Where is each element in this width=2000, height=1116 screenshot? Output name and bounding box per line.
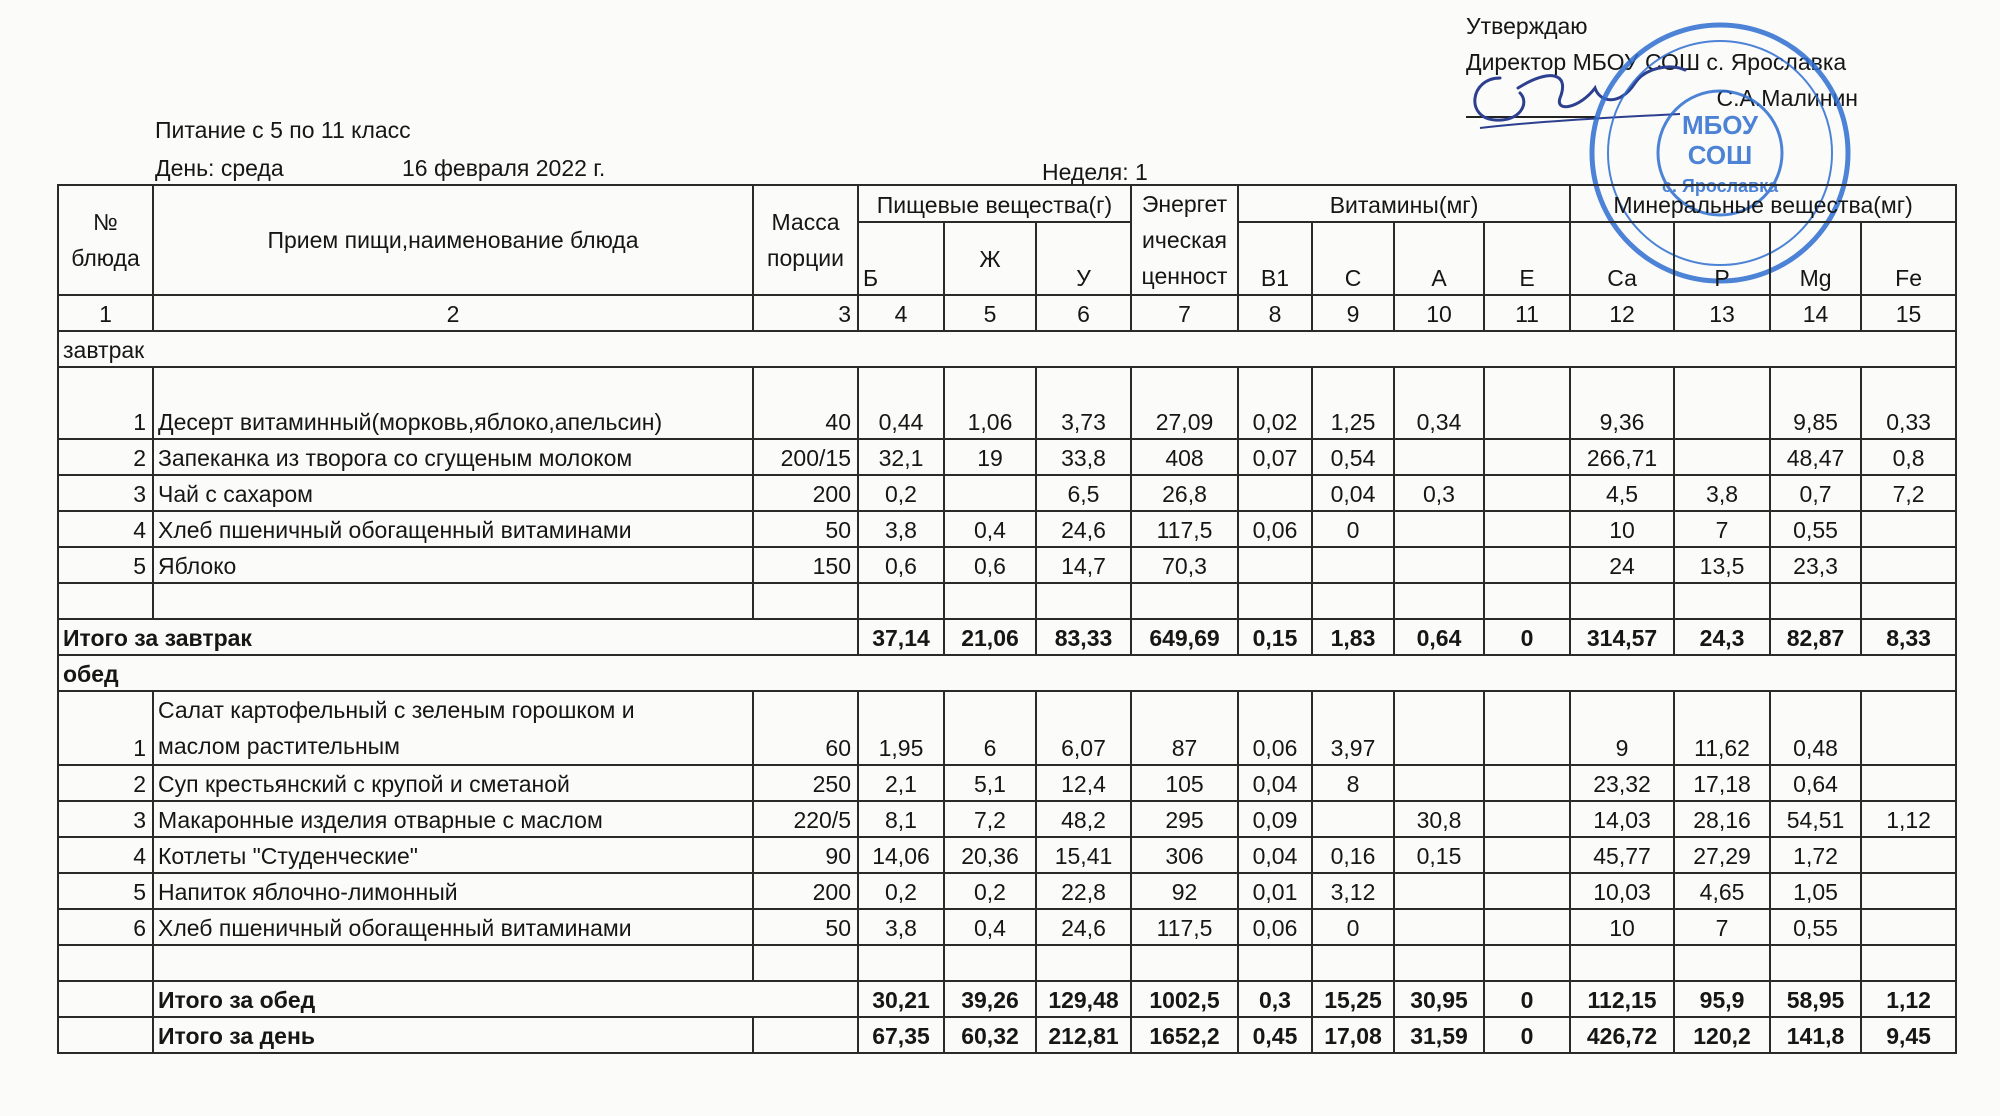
dish-number: 3 <box>58 475 153 511</box>
dish-mass: 250 <box>753 765 858 801</box>
dish-value-mg: 9,85 <box>1770 367 1861 439</box>
dish-value-u: 12,4 <box>1036 765 1131 801</box>
nutrients-header: Пищевые вещества(г) <box>858 185 1131 222</box>
column-number: 7 <box>1131 295 1238 331</box>
date-label: 16 февраля 2022 г. <box>402 155 606 181</box>
dish-value-mg: 0,48 <box>1770 691 1861 765</box>
total-mg: 82,87 <box>1770 619 1861 655</box>
column-number: 4 <box>858 295 944 331</box>
dish-mass: 200/15 <box>753 439 858 475</box>
total-row-day <box>58 1017 1956 1053</box>
total-b: 30,21 <box>858 981 944 1017</box>
dish-value-ca: 10,03 <box>1570 873 1674 909</box>
total-energy: 1002,5 <box>1131 981 1238 1017</box>
total-a: 30,95 <box>1394 981 1484 1017</box>
dish-value-u: 6,07 <box>1036 691 1131 765</box>
col-c-header: С <box>1312 222 1394 295</box>
dish-value-zh: 20,36 <box>944 837 1036 873</box>
total-fe: 8,33 <box>1861 619 1956 655</box>
col-fe-header: Fe <box>1861 222 1956 295</box>
dish-value-ca: 14,03 <box>1570 801 1674 837</box>
dish-value-c: 3,97 <box>1312 691 1394 765</box>
column-number: 10 <box>1394 295 1484 331</box>
dish-row <box>58 691 1956 765</box>
total-b: 37,14 <box>858 619 944 655</box>
dish-value-ca: 10 <box>1570 511 1674 547</box>
dish-number: 4 <box>58 511 153 547</box>
dish-value-en: 408 <box>1131 439 1238 475</box>
total-energy: 1652,2 <box>1131 1017 1238 1053</box>
dish-value-mg: 0,64 <box>1770 765 1861 801</box>
director-name: С.А.Малинин <box>1716 85 1858 111</box>
col-mass-header: Масса порции <box>753 185 858 295</box>
dish-value-p: 3,8 <box>1674 475 1770 511</box>
dish-value-ca: 266,71 <box>1570 439 1674 475</box>
column-number: 9 <box>1312 295 1394 331</box>
empty-row <box>58 583 1956 619</box>
col-b-header: Б <box>858 222 944 295</box>
col-dish-header: Прием пищи,наименование блюда <box>153 185 753 295</box>
dish-value-fe: 0,33 <box>1861 367 1956 439</box>
column-number: 15 <box>1861 295 1956 331</box>
dish-value-zh: 5,1 <box>944 765 1036 801</box>
dish-number: 5 <box>58 547 153 583</box>
total-u: 129,48 <box>1036 981 1131 1017</box>
dish-value-p: 4,65 <box>1674 873 1770 909</box>
dish-mass: 60 <box>753 691 858 765</box>
dish-value-fe: 0,8 <box>1861 439 1956 475</box>
dish-value-mg: 1,05 <box>1770 873 1861 909</box>
dish-row <box>58 909 1956 945</box>
dish-value-c: 0,54 <box>1312 439 1394 475</box>
dish-value-mg: 1,72 <box>1770 837 1861 873</box>
dish-number: 3 <box>58 801 153 837</box>
dish-mass: 40 <box>753 367 858 439</box>
total-p: 120,2 <box>1674 1017 1770 1053</box>
dish-value-a: 0,34 <box>1394 367 1484 439</box>
column-number: 3 <box>753 295 858 331</box>
dish-value-p: 13,5 <box>1674 547 1770 583</box>
dish-value-b1: 0,06 <box>1238 691 1312 765</box>
dish-value-p: 17,18 <box>1674 765 1770 801</box>
approval-title: Утверждаю <box>1466 13 1588 39</box>
dish-value-b1 <box>1238 547 1312 583</box>
dish-value-a <box>1394 909 1484 945</box>
dish-value-p: 7 <box>1674 511 1770 547</box>
total-label: Итого за день <box>153 1017 753 1053</box>
dish-name: Яблоко <box>153 547 753 583</box>
section-row-lunch <box>58 655 1956 691</box>
column-number: 2 <box>153 295 753 331</box>
dish-value-fe <box>1861 691 1956 765</box>
dish-name: Котлеты "Студенческие" <box>153 837 753 873</box>
dish-value-b1: 0,01 <box>1238 873 1312 909</box>
total-c: 17,08 <box>1312 1017 1394 1053</box>
col-zh-header: Ж <box>944 222 1036 295</box>
dish-number: 2 <box>58 765 153 801</box>
dish-value-u: 24,6 <box>1036 511 1131 547</box>
dish-value-c: 0 <box>1312 909 1394 945</box>
dish-mass: 200 <box>753 475 858 511</box>
dish-value-b: 0,2 <box>858 475 944 511</box>
column-numbers-row <box>58 295 1956 331</box>
dish-value-a <box>1394 547 1484 583</box>
total-a: 0,64 <box>1394 619 1484 655</box>
total-label: Итого за обед <box>153 981 858 1017</box>
dish-mass: 90 <box>753 837 858 873</box>
col-a-header: А <box>1394 222 1484 295</box>
dish-value-fe: 7,2 <box>1861 475 1956 511</box>
dish-value-e <box>1484 801 1570 837</box>
menu-table <box>57 184 1957 1054</box>
dish-mass: 220/5 <box>753 801 858 837</box>
dish-value-zh: 0,4 <box>944 511 1036 547</box>
dish-value-c: 3,12 <box>1312 873 1394 909</box>
dish-value-e <box>1484 367 1570 439</box>
dish-value-c: 0 <box>1312 511 1394 547</box>
dish-value-b1: 0,02 <box>1238 367 1312 439</box>
column-number: 14 <box>1770 295 1861 331</box>
total-e: 0 <box>1484 619 1570 655</box>
stamp-text-line2: СОШ <box>1687 140 1753 170</box>
total-row-breakfast <box>58 619 1956 655</box>
dish-value-ca: 9 <box>1570 691 1674 765</box>
section-row-breakfast <box>58 331 1956 367</box>
dish-name: Суп крестьянский с крупой и сметаной <box>153 765 753 801</box>
dish-name: Напиток яблочно-лимонный <box>153 873 753 909</box>
dish-value-fe <box>1861 837 1956 873</box>
dish-value-fe <box>1861 873 1956 909</box>
dish-value-zh <box>944 475 1036 511</box>
column-number: 11 <box>1484 295 1570 331</box>
dish-row <box>58 439 1956 475</box>
dish-value-b1: 0,09 <box>1238 801 1312 837</box>
dish-value-b: 1,95 <box>858 691 944 765</box>
total-b1: 0,45 <box>1238 1017 1312 1053</box>
dish-row <box>58 837 1956 873</box>
dish-number: 4 <box>58 837 153 873</box>
header-row-1 <box>58 185 1956 222</box>
dish-value-a <box>1394 511 1484 547</box>
total-ca: 314,57 <box>1570 619 1674 655</box>
section-label-lunch: обед <box>58 655 1956 691</box>
minerals-header: Минеральные вещества(мг) <box>1570 185 1956 222</box>
dish-value-fe <box>1861 765 1956 801</box>
dish-value-b: 3,8 <box>858 909 944 945</box>
dish-row <box>58 547 1956 583</box>
dish-number: 1 <box>58 367 153 439</box>
dish-value-en: 92 <box>1131 873 1238 909</box>
column-number: 12 <box>1570 295 1674 331</box>
dish-row <box>58 367 1956 439</box>
dish-value-en: 117,5 <box>1131 909 1238 945</box>
dish-value-en: 306 <box>1131 837 1238 873</box>
dish-value-ca: 23,32 <box>1570 765 1674 801</box>
dish-value-ca: 10 <box>1570 909 1674 945</box>
dish-value-u: 22,8 <box>1036 873 1131 909</box>
dish-mass: 50 <box>753 909 858 945</box>
dish-value-ca: 45,77 <box>1570 837 1674 873</box>
section-label-breakfast: завтрак <box>58 331 1956 367</box>
total-b: 67,35 <box>858 1017 944 1053</box>
total-mg: 58,95 <box>1770 981 1861 1017</box>
dish-mass: 50 <box>753 511 858 547</box>
total-b1: 0,3 <box>1238 981 1312 1017</box>
total-a: 31,59 <box>1394 1017 1484 1053</box>
dish-value-e <box>1484 909 1570 945</box>
dish-value-zh: 0,2 <box>944 873 1036 909</box>
column-number: 8 <box>1238 295 1312 331</box>
dish-value-e <box>1484 475 1570 511</box>
dish-value-en: 87 <box>1131 691 1238 765</box>
dish-value-a: 30,8 <box>1394 801 1484 837</box>
dish-value-p: 11,62 <box>1674 691 1770 765</box>
dish-value-b: 2,1 <box>858 765 944 801</box>
dish-value-b1: 0,04 <box>1238 837 1312 873</box>
dish-value-u: 3,73 <box>1036 367 1131 439</box>
dish-value-fe <box>1861 547 1956 583</box>
dish-name: Десерт витаминный(морковь,яблоко,апельсин) <box>153 367 753 439</box>
total-zh: 21,06 <box>944 619 1036 655</box>
total-u: 212,81 <box>1036 1017 1131 1053</box>
total-row-lunch <box>58 981 1956 1017</box>
total-b1: 0,15 <box>1238 619 1312 655</box>
dish-value-e <box>1484 511 1570 547</box>
dish-mass: 150 <box>753 547 858 583</box>
total-mg: 141,8 <box>1770 1017 1861 1053</box>
total-p: 24,3 <box>1674 619 1770 655</box>
week-label: Неделя: 1 <box>1042 159 1148 185</box>
dish-value-a <box>1394 873 1484 909</box>
dish-value-e <box>1484 837 1570 873</box>
dish-value-b1: 0,04 <box>1238 765 1312 801</box>
dish-value-p: 7 <box>1674 909 1770 945</box>
total-ca: 426,72 <box>1570 1017 1674 1053</box>
dish-number: 2 <box>58 439 153 475</box>
dish-value-u: 33,8 <box>1036 439 1131 475</box>
total-p: 95,9 <box>1674 981 1770 1017</box>
dish-value-zh: 19 <box>944 439 1036 475</box>
grades-title: Питание с 5 по 11 класс <box>155 117 411 143</box>
dish-value-mg: 48,47 <box>1770 439 1861 475</box>
total-e: 0 <box>1484 1017 1570 1053</box>
column-number: 1 <box>58 295 153 331</box>
dish-value-en: 27,09 <box>1131 367 1238 439</box>
dish-value-en: 70,3 <box>1131 547 1238 583</box>
dish-value-ca: 9,36 <box>1570 367 1674 439</box>
dish-value-a: 0,15 <box>1394 837 1484 873</box>
dish-name <box>153 691 753 765</box>
dish-value-fe <box>1861 909 1956 945</box>
dish-value-u: 14,7 <box>1036 547 1131 583</box>
dish-value-a <box>1394 439 1484 475</box>
col-u-header: У <box>1036 222 1131 295</box>
column-number: 13 <box>1674 295 1770 331</box>
dish-value-en: 105 <box>1131 765 1238 801</box>
column-number: 5 <box>944 295 1036 331</box>
dish-value-u: 48,2 <box>1036 801 1131 837</box>
dish-name: Чай с сахаром <box>153 475 753 511</box>
dish-value-b: 0,6 <box>858 547 944 583</box>
col-num-header: № блюда <box>58 185 153 295</box>
dish-value-e <box>1484 873 1570 909</box>
dish-row <box>58 475 1956 511</box>
dish-value-c: 8 <box>1312 765 1394 801</box>
total-fe: 1,12 <box>1861 981 1956 1017</box>
total-c: 15,25 <box>1312 981 1394 1017</box>
total-ca: 112,15 <box>1570 981 1674 1017</box>
dish-value-a <box>1394 765 1484 801</box>
dish-value-b: 0,44 <box>858 367 944 439</box>
dish-mass: 200 <box>753 873 858 909</box>
dish-value-zh: 0,4 <box>944 909 1036 945</box>
col-e-header: Е <box>1484 222 1570 295</box>
dish-number: 1 <box>58 691 153 765</box>
dish-row <box>58 511 1956 547</box>
dish-name: Хлеб пшеничный обогащенный витаминами <box>153 511 753 547</box>
dish-value-mg: 23,3 <box>1770 547 1861 583</box>
dish-value-zh: 0,6 <box>944 547 1036 583</box>
dish-value-e <box>1484 765 1570 801</box>
dish-row <box>58 765 1956 801</box>
dish-value-p: 28,16 <box>1674 801 1770 837</box>
dish-value-en: 295 <box>1131 801 1238 837</box>
dish-name-line: маслом растительным <box>158 733 400 759</box>
energy-header: Энергет ическая ценност <box>1131 185 1238 295</box>
dish-name-line: Салат картофельный с зеленым горошком и <box>158 697 635 723</box>
dish-value-mg: 0,55 <box>1770 511 1861 547</box>
dish-value-c: 1,25 <box>1312 367 1394 439</box>
dish-value-p <box>1674 367 1770 439</box>
total-zh: 60,32 <box>944 1017 1036 1053</box>
dish-value-mg: 0,55 <box>1770 909 1861 945</box>
dish-value-mg: 0,7 <box>1770 475 1861 511</box>
dish-value-ca: 24 <box>1570 547 1674 583</box>
dish-value-p: 27,29 <box>1674 837 1770 873</box>
column-number: 6 <box>1036 295 1131 331</box>
dish-value-zh: 6 <box>944 691 1036 765</box>
total-zh: 39,26 <box>944 981 1036 1017</box>
dish-value-c <box>1312 801 1394 837</box>
dish-number: 5 <box>58 873 153 909</box>
dish-name: Макаронные изделия отварные с маслом <box>153 801 753 837</box>
dish-value-mg: 54,51 <box>1770 801 1861 837</box>
dish-value-u: 24,6 <box>1036 909 1131 945</box>
approval-position: Директор МБОУ СОШ с. Ярославка <box>1466 49 1847 75</box>
dish-value-c: 0,04 <box>1312 475 1394 511</box>
dish-value-b1 <box>1238 475 1312 511</box>
col-ca-header: Са <box>1570 222 1674 295</box>
dish-value-p <box>1674 439 1770 475</box>
dish-value-c <box>1312 547 1394 583</box>
dish-value-b: 14,06 <box>858 837 944 873</box>
total-c: 1,83 <box>1312 619 1394 655</box>
dish-value-en: 26,8 <box>1131 475 1238 511</box>
dish-name: Запеканка из творога со сгущеным молоком <box>153 439 753 475</box>
dish-value-b: 3,8 <box>858 511 944 547</box>
dish-value-en: 117,5 <box>1131 511 1238 547</box>
dish-value-b1: 0,06 <box>1238 909 1312 945</box>
total-e: 0 <box>1484 981 1570 1017</box>
col-mg-header: Mg <box>1770 222 1861 295</box>
col-b1-header: В1 <box>1238 222 1312 295</box>
dish-value-ca: 4,5 <box>1570 475 1674 511</box>
total-fe: 9,45 <box>1861 1017 1956 1053</box>
dish-value-c: 0,16 <box>1312 837 1394 873</box>
dish-value-b: 0,2 <box>858 873 944 909</box>
dish-value-fe: 1,12 <box>1861 801 1956 837</box>
stamp-text-line3: с. Ярославка <box>1661 176 1779 196</box>
col-p-header: Р <box>1674 222 1770 295</box>
dish-value-b: 32,1 <box>858 439 944 475</box>
dish-value-b1: 0,07 <box>1238 439 1312 475</box>
dish-value-e <box>1484 691 1570 765</box>
dish-value-zh: 7,2 <box>944 801 1036 837</box>
total-label: Итого за завтрак <box>58 619 858 655</box>
dish-number: 6 <box>58 909 153 945</box>
total-energy: 649,69 <box>1131 619 1238 655</box>
dish-value-b: 8,1 <box>858 801 944 837</box>
dish-value-a: 0,3 <box>1394 475 1484 511</box>
dish-value-b1: 0,06 <box>1238 511 1312 547</box>
dish-value-fe <box>1861 511 1956 547</box>
dish-value-a <box>1394 691 1484 765</box>
dish-name: Хлеб пшеничный обогащенный витаминами <box>153 909 753 945</box>
stamp-text-line1: МБОУ <box>1681 110 1759 140</box>
dish-value-u: 6,5 <box>1036 475 1131 511</box>
dish-value-u: 15,41 <box>1036 837 1131 873</box>
dish-value-e <box>1484 547 1570 583</box>
day-label: День: среда <box>155 155 284 181</box>
dish-value-zh: 1,06 <box>944 367 1036 439</box>
vitamins-header: Витамины(мг) <box>1238 185 1570 222</box>
total-u: 83,33 <box>1036 619 1131 655</box>
dish-row <box>58 801 1956 837</box>
dish-value-e <box>1484 439 1570 475</box>
empty-row <box>58 945 1956 981</box>
dish-row <box>58 873 1956 909</box>
